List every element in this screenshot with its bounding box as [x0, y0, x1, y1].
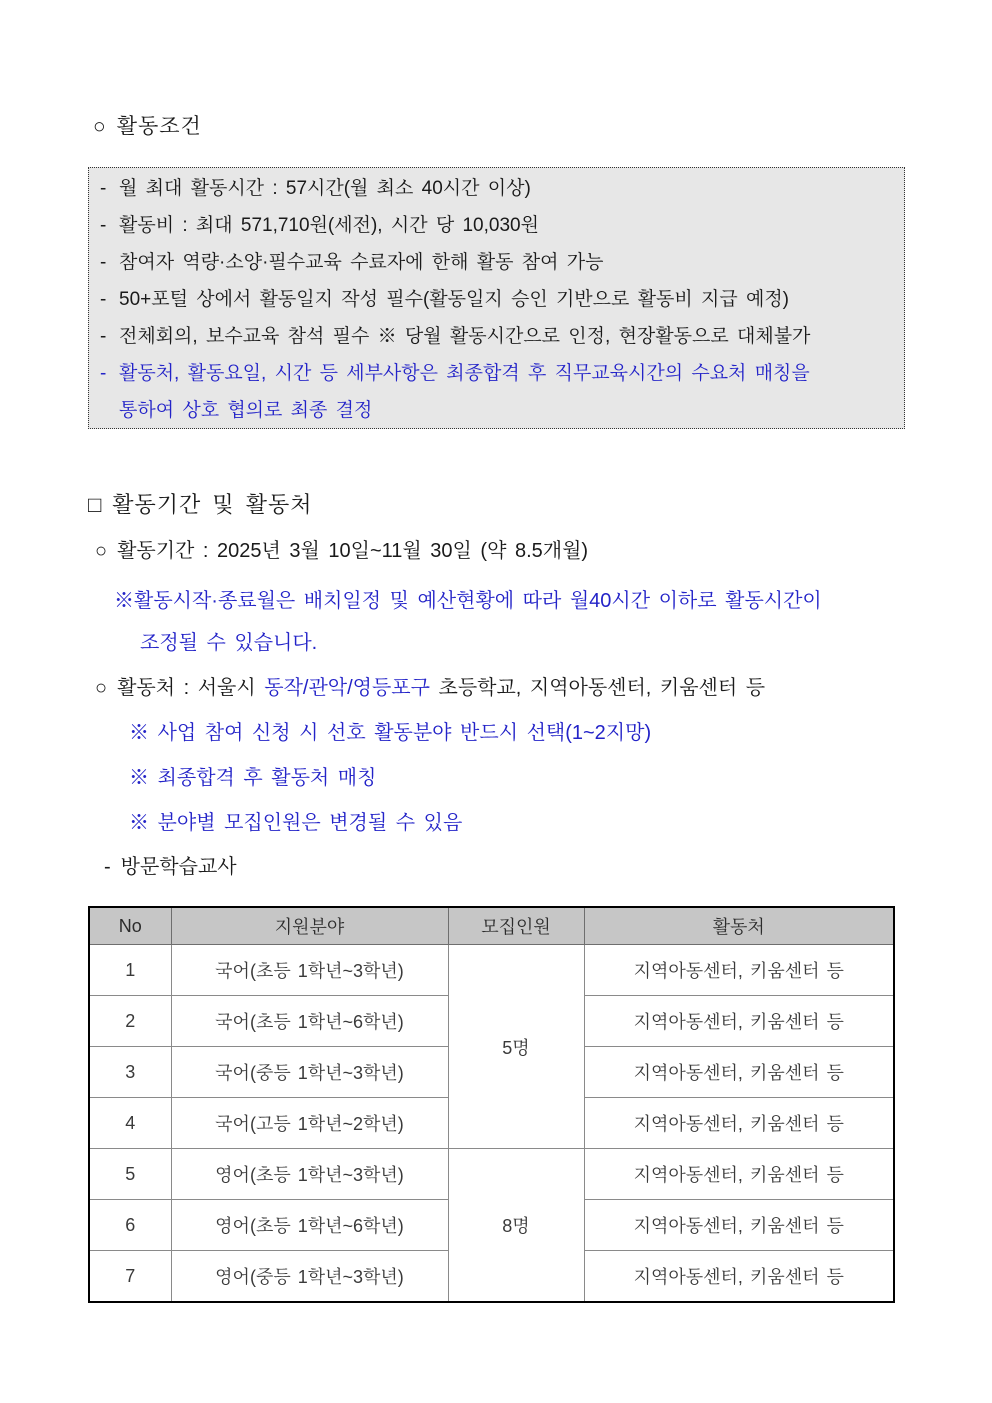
activity-place-line — [95, 674, 765, 702]
cell-field: 영어(초등 1학년~6학년) — [171, 1200, 448, 1251]
dash-bullet: - — [100, 326, 107, 347]
teacher-subheading — [104, 853, 237, 881]
condition-line — [100, 207, 896, 244]
cell-no: 7 — [89, 1251, 171, 1303]
period-section-heading — [88, 490, 313, 520]
conditions-heading — [93, 112, 202, 142]
condition-text: 50+포털 상에서 활동일지 작성 필수(활동일지 승인 기반으로 활동비 지급 예정) — [119, 289, 790, 310]
indent-spacer — [100, 392, 119, 429]
activity-place-districts: 동작/관악/영등포구 — [264, 677, 430, 699]
quota-note-line — [129, 809, 462, 837]
condition-line-highlighted — [100, 392, 896, 429]
matching-note-line — [129, 764, 376, 792]
condition-line — [100, 244, 896, 281]
condition-text: 활동처, 활동요일, 시간 등 세부사항은 최종합격 후 직무교육시간의 수요처 매칭을 — [119, 363, 810, 384]
circle-bullet: ○ — [95, 540, 108, 562]
cell-place: 지역아동센터, 키움센터 등 — [584, 1047, 894, 1098]
cell-field: 영어(중등 1학년~3학년) — [171, 1251, 448, 1303]
cell-field: 영어(초등 1학년~3학년) — [171, 1149, 448, 1200]
cell-place: 지역아동센터, 키움센터 등 — [584, 1251, 894, 1303]
schedule-note-text: ※활동시작·종료월은 배치일정 및 예산현황에 따라 월40시간 이하로 활동시간이 — [114, 590, 822, 612]
cell-no: 1 — [89, 945, 171, 996]
activity-place-suffix: 초등학교, 지역아동센터, 키움센터 등 — [429, 677, 766, 699]
cell-place: 지역아동센터, 키움센터 등 — [584, 945, 894, 996]
cell-place: 지역아동센터, 키움센터 등 — [584, 1098, 894, 1149]
cell-no: 5 — [89, 1149, 171, 1200]
condition-line — [100, 170, 896, 207]
condition-line — [100, 281, 896, 318]
square-bullet: □ — [88, 492, 103, 517]
dash-bullet: - — [100, 289, 107, 310]
circle-bullet: ○ — [93, 115, 107, 138]
conditions-heading-label: 활동조건 — [116, 115, 202, 138]
cell-no: 3 — [89, 1047, 171, 1098]
dash-bullet: - — [100, 178, 107, 199]
condition-text: 통하여 상호 협의로 최종 결정 — [119, 400, 373, 421]
header-quota: 모집인원 — [448, 907, 584, 945]
dash-bullet: - — [104, 856, 111, 878]
schedule-note-text: 조정될 수 있습니다. — [140, 632, 318, 654]
dash-bullet: - — [100, 252, 107, 273]
condition-text: 활동비 : 최대 571,710원(세전), 시간 당 10,030원 — [119, 215, 539, 236]
period-section-heading-label: 활동기간 및 활동처 — [112, 492, 313, 517]
condition-text: 월 최대 활동시간 : 57시간(월 최소 40시간 이상) — [119, 178, 531, 199]
application-note-line — [129, 719, 651, 747]
cell-no: 6 — [89, 1200, 171, 1251]
header-field: 지원분야 — [171, 907, 448, 945]
condition-line-highlighted — [100, 355, 896, 392]
cell-field: 국어(중등 1학년~3학년) — [171, 1047, 448, 1098]
cell-field: 국어(초등 1학년~6학년) — [171, 996, 448, 1047]
quota-note-text: ※ 분야별 모집인원은 변경될 수 있음 — [129, 812, 463, 834]
cell-place: 지역아동센터, 키움센터 등 — [584, 1200, 894, 1251]
schedule-note-line1 — [114, 587, 822, 615]
table-header-row — [89, 907, 894, 945]
table-row — [89, 945, 894, 996]
condition-text: 전체회의, 보수교육 참석 필수 ※ 당월 활동시간으로 인정, 현장활동으로 대체불가 — [119, 326, 811, 347]
table-row — [89, 1149, 894, 1200]
application-note-text: ※ 사업 참여 신청 시 선호 활동분야 반드시 선택(1~2지망) — [129, 722, 652, 744]
circle-bullet: ○ — [95, 677, 108, 699]
cell-no: 2 — [89, 996, 171, 1047]
activity-period-line — [95, 537, 588, 565]
recruitment-table — [88, 906, 895, 1303]
schedule-note-line2 — [140, 629, 317, 657]
header-place: 활동처 — [584, 907, 894, 945]
activity-place-prefix: 활동처 : 서울시 — [117, 677, 265, 699]
dash-bullet: - — [100, 363, 107, 384]
cell-no: 4 — [89, 1098, 171, 1149]
cell-place: 지역아동센터, 키움센터 등 — [584, 1149, 894, 1200]
header-no: No — [89, 907, 171, 945]
condition-line — [100, 318, 896, 355]
activity-period-text: 활동기간 : 2025년 3월 10일~11월 30일 (약 8.5개월) — [117, 540, 589, 562]
cell-field: 국어(초등 1학년~3학년) — [171, 945, 448, 996]
matching-note-text: ※ 최종합격 후 활동처 매칭 — [129, 767, 377, 789]
cell-field: 국어(고등 1학년~2학년) — [171, 1098, 448, 1149]
teacher-subheading-label: 방문학습교사 — [120, 856, 237, 878]
cell-quota-group2: 8명 — [448, 1149, 584, 1303]
dash-bullet: - — [100, 215, 107, 236]
condition-text: 참여자 역량·소양·필수교육 수료자에 한해 활동 참여 가능 — [119, 252, 604, 273]
conditions-box — [88, 167, 905, 429]
cell-place: 지역아동센터, 키움센터 등 — [584, 996, 894, 1047]
cell-quota-group1: 5명 — [448, 945, 584, 1149]
